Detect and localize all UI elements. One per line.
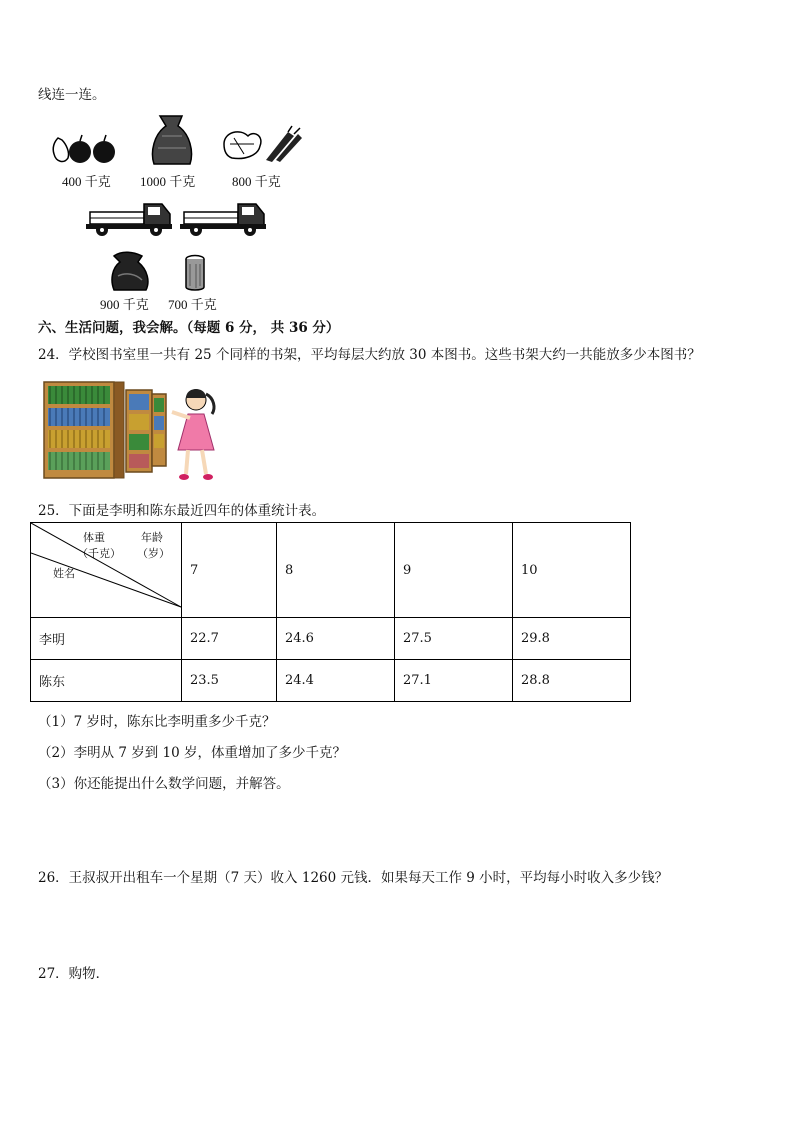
truck-label-1: 900 千克 [100, 297, 149, 312]
sack-icon [148, 112, 196, 166]
age-cell: 9 [395, 523, 513, 618]
can-icon [184, 254, 206, 292]
question-26: 26．王叔叔开出租车一个星期（7 天）收入 1260 元钱．如果每天工作 9 小时，平均每小时收入多少钱？ [38, 870, 669, 886]
fruit-icon [48, 132, 122, 166]
bag-icon [108, 248, 154, 292]
value-cell: 22.7 [182, 618, 277, 660]
value-cell: 24.6 [277, 618, 395, 660]
header-age: 年龄 [141, 531, 163, 544]
item-label-1: 400 千克 [62, 174, 111, 189]
question-25-part-1: （1）7 岁时，陈东比李明重多少千克？ [38, 714, 276, 730]
weight-table [30, 522, 631, 702]
matching-figure [40, 110, 320, 315]
item-label-3: 800 千克 [232, 174, 281, 189]
name-cell: 李明 [31, 618, 182, 660]
table-header-row [31, 523, 631, 618]
section-title: 六、生活问题，我会解。（每题 6 分， 共 36 分） [38, 320, 340, 336]
vegetable-icon [218, 124, 302, 164]
value-cell: 27.1 [395, 660, 513, 702]
header-age-unit: （岁） [137, 547, 170, 560]
truck-icon [86, 196, 174, 238]
library-illustration [42, 378, 228, 484]
truck-icon [180, 196, 268, 238]
table-corner-header [31, 523, 182, 618]
value-cell: 23.5 [182, 660, 277, 702]
age-cell: 10 [513, 523, 631, 618]
header-weight-unit: （千克） [77, 547, 121, 560]
value-cell: 27.5 [395, 618, 513, 660]
value-cell: 28.8 [513, 660, 631, 702]
question-24: 24．学校图书室里一共有 25 个同样的书架，平均每层大约放 30 本图书。这些书架大约一共能放多少本图书？ [38, 347, 701, 363]
header-weight: 体重 [83, 531, 105, 544]
age-cell: 7 [182, 523, 277, 618]
intro-text: 线连一连。 [38, 87, 106, 103]
value-cell: 29.8 [513, 618, 631, 660]
question-25-part-2: （2）李明从 7 岁到 10 岁，体重增加了多少千克？ [38, 745, 347, 761]
question-25-part-3: （3）你还能提出什么数学问题，并解答。 [38, 776, 290, 792]
table-row [31, 660, 631, 702]
age-cell: 8 [277, 523, 395, 618]
name-cell: 陈东 [31, 660, 182, 702]
question-25: 25．下面是李明和陈东最近四年的体重统计表。 [38, 503, 326, 519]
truck-label-2: 700 千克 [168, 297, 217, 312]
item-label-2: 1000 千克 [140, 174, 196, 189]
header-name: 姓名 [53, 567, 75, 580]
value-cell: 24.4 [277, 660, 395, 702]
question-27: 27．购物． [38, 966, 110, 982]
table-row [31, 618, 631, 660]
